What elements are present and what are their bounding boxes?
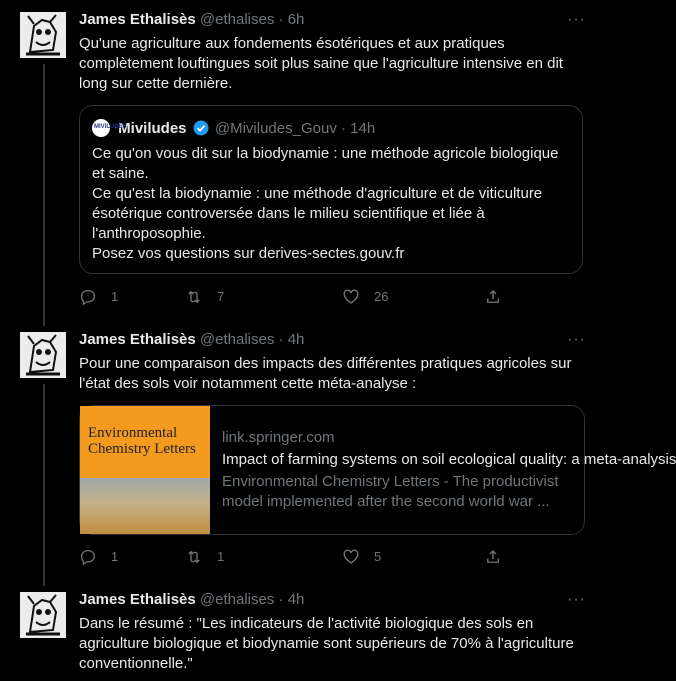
like-count: 5 (374, 549, 382, 564)
tweet-header (79, 330, 304, 350)
timestamp[interactable]: 4h (287, 591, 305, 608)
avatar-goat-icon (20, 592, 66, 638)
retweet-icon (185, 548, 203, 566)
tweet-text: Pour une comparaison des impacts des différentes pratiques agricoles sur l'état des sols voir notamment cette méta-analyse : (79, 355, 572, 392)
retweet-count: 1 (217, 549, 225, 564)
journal-title-line: Chemistry Letters (88, 441, 196, 457)
like-button[interactable] (342, 287, 388, 307)
reply-button[interactable] (79, 547, 118, 567)
reply-icon (79, 288, 97, 306)
heart-icon (342, 288, 360, 306)
timestamp[interactable]: 4h (287, 331, 305, 348)
tweet-header (79, 590, 304, 610)
tweet-text: Dans le résumé : "Les indicateurs de l'activité biologique des sols en agriculture biologique et biodynamie sont supérieurs de 70% à l'agriculture conventionnelle." (79, 615, 574, 672)
quoted-tweet-text (92, 144, 572, 264)
link-card[interactable] (79, 405, 676, 535)
tweet-actions (79, 287, 509, 307)
retweet-icon (185, 288, 203, 306)
avatar-goat-icon (20, 332, 66, 378)
quoted-timestamp: 14h (350, 120, 376, 137)
separator-dot: · (341, 120, 346, 137)
share-button[interactable] (484, 287, 516, 307)
avatar[interactable] (20, 12, 66, 58)
card-thumbnail (80, 406, 210, 534)
tweet-text: Qu'une agriculture aux fondements ésotériques et aux pratiques complètement louftingues soit plus saine que l'agriculture intensive en dit long sur cette dernière. (79, 35, 563, 92)
avatar-goat-icon (20, 12, 66, 58)
quoted-line: Ce qu'est la biodynamie : une méthode d'agriculture et de viticulture ésotérique controversée dans le milieu scientifique et liée à l'anthroposophie. (92, 185, 543, 242)
share-button[interactable] (484, 547, 516, 567)
tweet[interactable] (0, 590, 608, 681)
quoted-tweet[interactable] (79, 105, 583, 274)
quoted-line: Ce qu'on vous dit sur la biodynamie : une méthode agricole biologique et saine. (92, 145, 559, 182)
cover-photo (80, 478, 210, 534)
card-domain: link.springer.com (222, 429, 335, 446)
author-handle[interactable]: @ethalises (199, 591, 275, 608)
separator-dot: · (278, 11, 284, 28)
author-handle[interactable]: @ethalises (199, 11, 275, 28)
more-options-icon[interactable]: ··· (567, 11, 586, 28)
tweet-header (79, 10, 304, 30)
quoted-line: Posez vos questions sur derives-sectes.gouv.fr (92, 245, 405, 262)
author-name[interactable]: James Ethalisès (79, 11, 196, 28)
like-count: 26 (374, 289, 389, 304)
quoted-tweet-header (92, 119, 375, 139)
tweet[interactable] (0, 10, 608, 320)
quoted-author-handle: @Miviludes_Gouv (214, 120, 337, 137)
heart-icon (342, 548, 360, 566)
retweet-count: 7 (217, 289, 225, 304)
card-body (222, 428, 676, 512)
author-handle[interactable]: @ethalises (199, 331, 275, 348)
timestamp[interactable]: 6h (287, 11, 305, 28)
reply-icon (79, 548, 97, 566)
card-description: Environmental Chemistry Letters - The productivist model implemented after the second world war ... (222, 473, 559, 510)
verified-badge-icon (193, 120, 209, 136)
quoted-avatar-logo: MIVILUDES (94, 124, 127, 130)
reply-count: 1 (111, 289, 119, 304)
more-options-icon[interactable]: ··· (567, 591, 586, 608)
separator-dot: · (278, 591, 284, 608)
retweet-button[interactable] (185, 287, 224, 307)
reply-count: 1 (111, 549, 119, 564)
avatar[interactable] (20, 332, 66, 378)
author-name[interactable]: James Ethalisès (79, 331, 196, 348)
author-name[interactable]: James Ethalisès (79, 591, 196, 608)
tweet-actions (79, 547, 509, 567)
retweet-button[interactable] (185, 547, 224, 567)
more-options-icon[interactable]: ··· (567, 331, 586, 348)
separator-dot: · (278, 331, 284, 348)
share-icon (484, 548, 502, 566)
share-icon (484, 288, 502, 306)
quoted-author-name: Miviludes (118, 120, 187, 137)
avatar[interactable] (20, 592, 66, 638)
reply-button[interactable] (79, 287, 118, 307)
tweet[interactable] (0, 330, 676, 580)
like-button[interactable] (342, 547, 381, 567)
journal-title-line: Environmental (88, 425, 178, 441)
card-title: Impact of farming systems on soil ecological quality: a meta-analysis (222, 451, 676, 468)
journal-title (88, 425, 196, 457)
quoted-avatar (92, 119, 127, 137)
